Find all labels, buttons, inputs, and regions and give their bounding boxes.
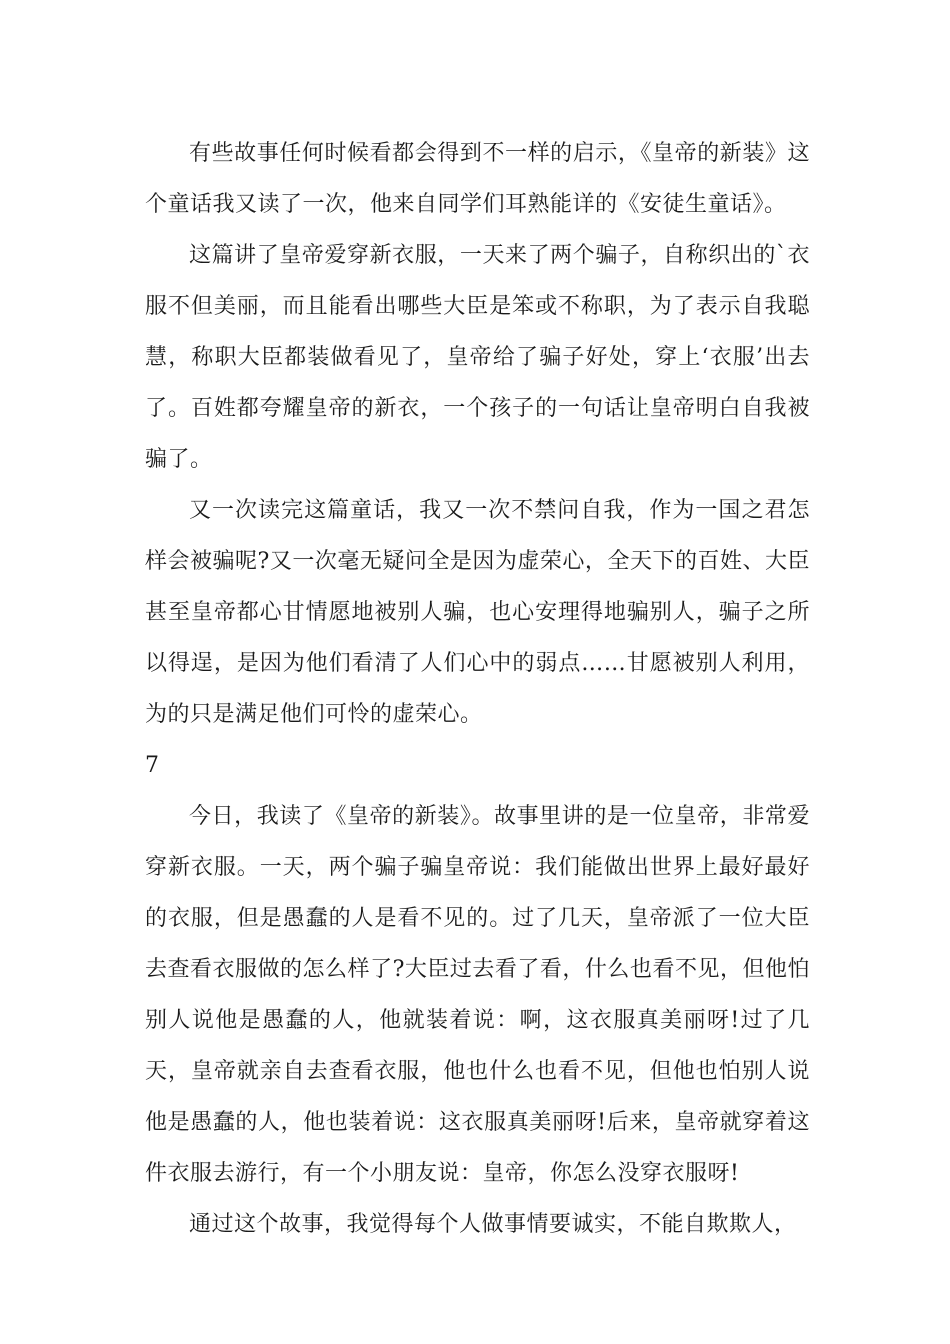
paragraph-3: 又一次读完这篇童话，我又一次不禁问自我，作为一国之君怎样会被骗呢?又一次毫无疑问全是因为虚荣心，全天下的百姓、大臣甚至皇帝都心甘情愿地被别人骗，也心安理得地骗别人，骗子之所以得逞，是因为他们看清了人们心中的弱点……甘愿被别人利用，为的只是满足他们可怜的虚荣心。	[145, 498, 810, 727]
paragraph-2: 这篇讲了皇帝爱穿新衣服，一天来了两个骗子，自称织出的`衣服不但美丽，而且能看出哪些大臣是笨或不称职，为了表示自我聪慧，称职大臣都装做看见了，皇帝给了骗子好处，穿上‘衣服’出去了。百姓都夸耀皇帝的新衣，一个孩子的一句话让皇帝明白自我被骗了。	[145, 243, 810, 472]
paragraph-1: 有些故事任何时候看都会得到不一样的启示，《皇帝的新装》这个童话我又读了一次，他来自同学们耳熟能详的《安徒生童话》。	[145, 141, 810, 217]
section-number: 7	[145, 753, 160, 778]
paragraph-4: 今日，我读了《皇帝的新装》。故事里讲的是一位皇帝，非常爱穿新衣服。一天，两个骗子骗皇帝说：我们能做出世界上最好最好的衣服，但是愚蠢的人是看不见的。过了几天，皇帝派了一位大臣去查看衣服做的怎么样了?大臣过去看了看，什么也看不见，但他怕别人说他是愚蠢的人，他就装着说：啊，这衣服真美丽呀!过了几天，皇帝就亲自去查看衣服，他也什么也看不见，但他也怕别人说他是愚蠢的人，他也装着说：这衣服真美丽呀!后来，皇帝就穿着这件衣服去游行，有一个小朋友说：皇帝，你怎么没穿衣服呀!	[145, 804, 810, 1186]
paragraph-5: 通过这个故事，我觉得每个人做事情要诚实，不能自欺欺人，	[189, 1212, 797, 1237]
document-body	[145, 128, 810, 1250]
